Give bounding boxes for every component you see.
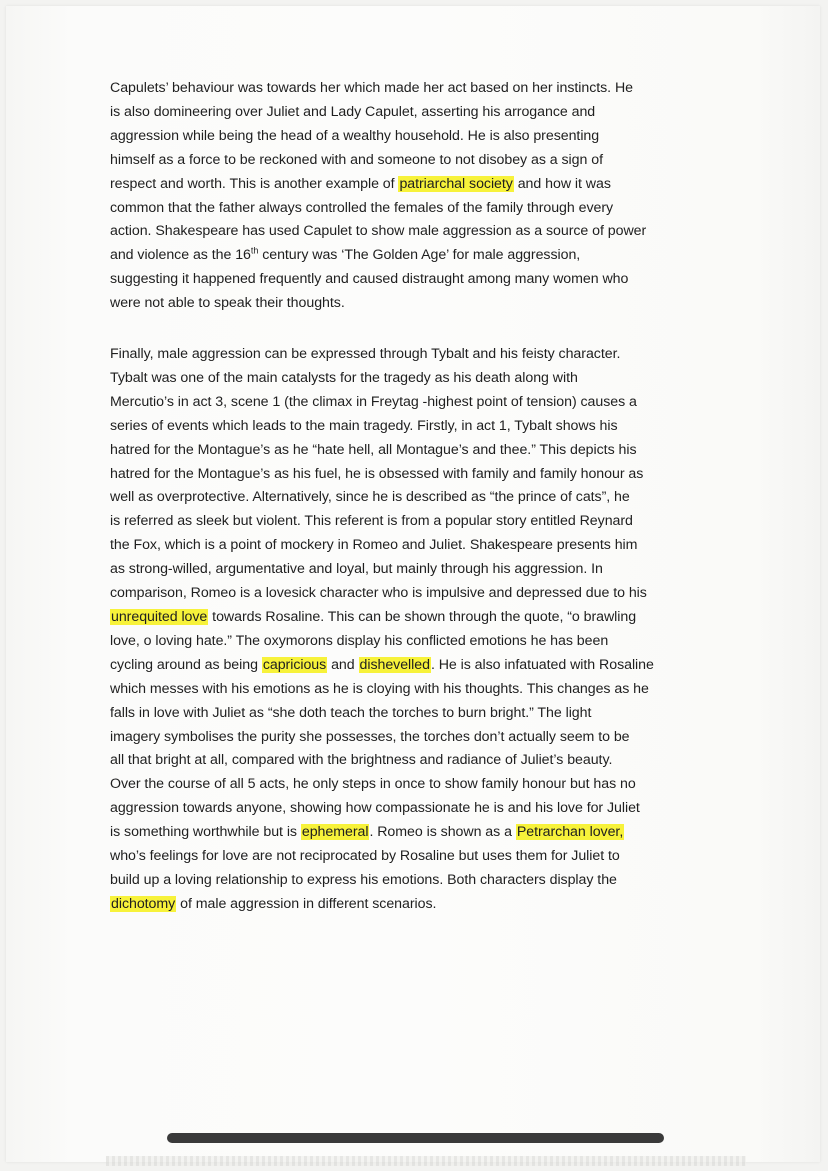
text-line (110, 558, 734, 582)
text-line (110, 343, 734, 367)
text-segment: of male aggression in different scenarios. (176, 895, 437, 912)
text-line (110, 773, 734, 797)
text-line (110, 101, 734, 125)
text-segment: Mercutio’s in act 3, scene 1 (the climax in Freytag -highest point of tension) causes a (110, 393, 637, 410)
text-line (110, 821, 734, 845)
text-line (110, 391, 734, 415)
text-line (110, 510, 734, 534)
scan-edge (106, 1156, 746, 1166)
text-line (110, 606, 734, 630)
highlighted-term: dichotomy (111, 895, 176, 912)
text-line (110, 845, 734, 869)
text-segment: Capulets’ behaviour was towards her which made her act based on her instincts. He (110, 80, 634, 96)
text-line (110, 893, 734, 917)
text-line (110, 630, 734, 654)
superscript: th (250, 245, 259, 256)
text-segment: respect and worth. This is another example of (110, 175, 399, 192)
text-segment: and how it was (513, 175, 611, 192)
text-line (110, 77, 734, 101)
home-indicator-bar[interactable] (167, 1133, 664, 1143)
text-line (110, 220, 734, 244)
text-segment: Tybalt was one of the main catalysts for the tragedy as his death along with (110, 369, 578, 386)
text-segment: falls in love with Juliet as “she doth teach the torches to burn bright.” The light (110, 704, 592, 721)
text-line (110, 268, 734, 292)
text-segment: is referred as sleek but violent. This referent is from a popular story entitled Reynard (110, 513, 633, 530)
text-line (110, 439, 734, 463)
text-segment: hatred for the Montague’s as his fuel, he is obsessed with family and family honour as (110, 465, 644, 482)
text-line (110, 244, 734, 268)
highlighted-term: patriarchal society (399, 175, 513, 192)
text-line (110, 726, 734, 750)
text-segment: action. Shakespeare has used Capulet to show male aggression as a source of power (110, 223, 647, 240)
text-segment: . Romeo is shown as a (369, 824, 516, 841)
text-segment: suggesting it happened frequently and caused distraught among many women who (110, 271, 629, 288)
text-line (110, 678, 734, 702)
text-line (110, 534, 734, 558)
highlighted-term: dishevelled (359, 656, 430, 673)
paragraph-2 (110, 343, 734, 917)
text-line (110, 702, 734, 726)
text-line (110, 415, 734, 439)
text-line (110, 486, 734, 510)
text-segment: . He is also infatuated with Rosaline (430, 656, 654, 673)
text-line (110, 582, 734, 606)
text-segment: comparison, Romeo is a lovesick character who is impulsive and depressed due to his (110, 585, 647, 602)
text-segment: hatred for the Montague’s as he “hate hell, all Montague’s and thee.” This depicts his (110, 441, 637, 458)
text-line (110, 797, 734, 821)
text-segment: aggression towards anyone, showing how compassionate he is and his love for Juliet (110, 800, 640, 817)
text-line (110, 149, 734, 173)
text-segment: common that the father always controlled the females of the family through every (110, 199, 614, 216)
text-segment: which messes with his emotions as he is cloying with his thoughts. This changes as he (110, 680, 649, 697)
text-segment: towards Rosaline. This can be shown through the quote, “o brawling (208, 608, 637, 625)
text-segment: Finally, male aggression can be expressed through Tybalt and his feisty character. (110, 346, 621, 362)
text-segment: build up a loving relationship to express his emotions. Both characters display the (110, 871, 617, 888)
text-segment: the Fox, which is a point of mockery in Romeo and Juliet. Shakespeare presents him (110, 537, 638, 554)
text-segment: aggression while being the head of a wealthy household. He is also presenting (110, 127, 600, 144)
text-segment: is also domineering over Juliet and Lady Capulet, asserting his arrogance and (110, 103, 596, 120)
document-page (6, 6, 820, 1162)
text-segment: Over the course of all 5 acts, he only steps in once to show family honour but has no (110, 776, 636, 793)
text-line (110, 654, 734, 678)
text-segment: well as overprotective. Alternatively, since he is described as “the prince of cats”, he (110, 489, 630, 506)
highlighted-term: capricious (262, 656, 327, 673)
text-line (110, 125, 734, 149)
text-line (110, 367, 734, 391)
text-segment: himself as a force to be reckoned with and someone to not disobey as a sign of (110, 151, 603, 168)
text-line (110, 749, 734, 773)
text-segment: series of events which leads to the main tragedy. Firstly, in act 1, Tybalt shows his (110, 417, 618, 434)
highlighted-term: Petrarchan lover, (516, 824, 624, 841)
text-segment: love, o loving hate.” The oxymorons display his conflicted emotions he has been (110, 632, 609, 649)
highlighted-term: unrequited love (111, 608, 208, 625)
text-segment: and (327, 656, 359, 673)
text-segment: imagery symbolises the purity she possesses, the torches don’t actually seem to be (110, 728, 630, 745)
text-segment: who’s feelings for love are not reciprocated by Rosaline but uses them for Juliet to (110, 848, 620, 865)
text-line (110, 173, 734, 197)
text-segment: were not able to speak their thoughts. (110, 295, 345, 312)
text-segment: all that bright at all, compared with the brightness and radiance of Juliet’s beauty. (110, 752, 613, 769)
text-line (110, 463, 734, 487)
highlighted-term: ephemeral (301, 824, 369, 841)
text-line (110, 292, 734, 316)
text-segment: cycling around as being (110, 656, 262, 673)
text-line (110, 869, 734, 893)
text-line (110, 197, 734, 221)
text-segment: century was ‘The Golden Age’ for male aggression, (258, 247, 581, 264)
text-segment: is something worthwhile but is (110, 824, 301, 841)
paragraph-1 (110, 77, 734, 316)
text-segment: as strong-willed, argumentative and loyal, but mainly through his aggression. In (110, 561, 603, 578)
text-segment: and violence as the 16 (110, 247, 251, 264)
